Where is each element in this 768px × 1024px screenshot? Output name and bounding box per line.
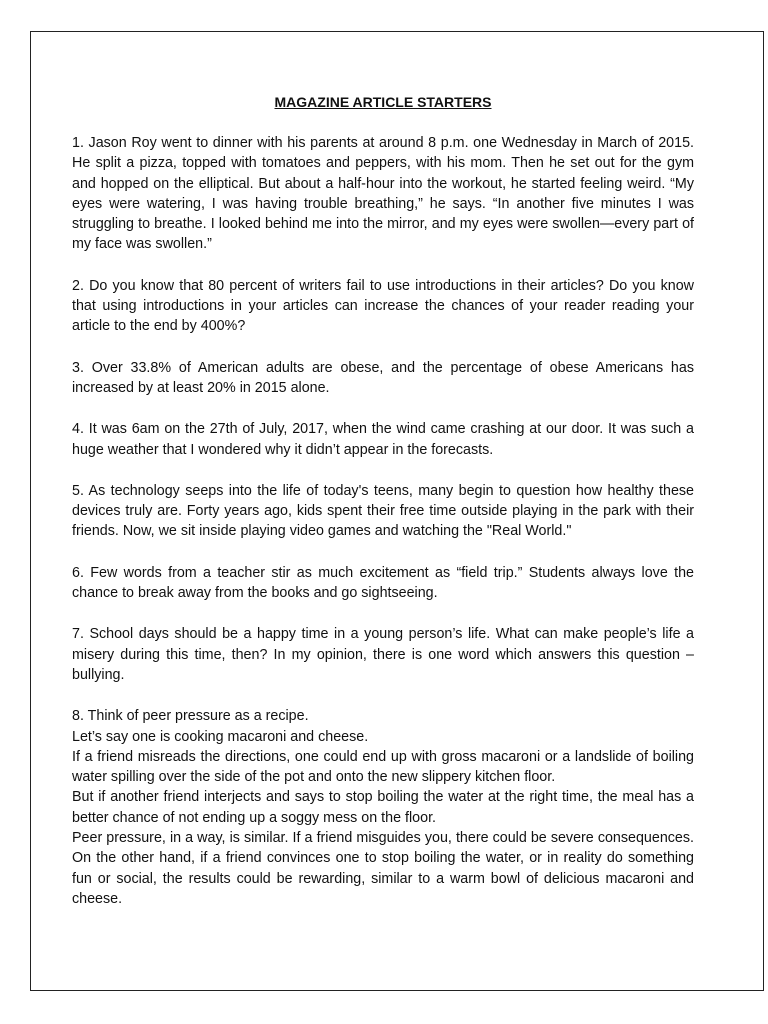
paragraph-2: 2. Do you know that 80 percent of writers fail to use introductions in their articles? Do you know that using introductions in your articles can increase the chances of your reader reading your article to the end by 400%? — [72, 277, 694, 335]
paragraph-8 — [72, 706, 694, 909]
paragraph-8-line: Peer pressure, in a way, is similar. If a friend misguides you, there could be severe consequences. On the other hand, if a friend convinces one to stop boiling the water, or in reality do something fun or social, the results could be rewarding, similar to a warm bowl of delicious macaroni and cheese. — [72, 830, 694, 907]
paragraph-4: 4. It was 6am on the 27th of July, 2017, when the wind came crashing at our door. It was such a huge weather that I wondered why it didn’t appear in the forecasts. — [72, 421, 694, 458]
paragraph-7: 7. School days should be a happy time in a young person’s life. What can make people’s life a misery during this time, then? In my opinion, there is one word which answers this question – bullying. — [72, 626, 694, 683]
paragraph-5: 5. As technology seeps into the life of today's teens, many begin to question how healthy these devices truly are. Forty years ago, kids spent their free time outside playing in the park with their friends. Now, we sit inside playing video games and watching the "Real World." — [72, 482, 694, 540]
paragraph-8-line: But if another friend interjects and says to stop boiling the water at the right time, the meal has a better chance of not ending up a soggy mess on the floor. — [72, 789, 694, 826]
paragraph-8-line: If a friend misreads the directions, one could end up with gross macaroni or a landslide of boiling water spilling over the side of the pot and onto the new slippery kitchen floor. — [72, 748, 694, 786]
paragraph-8-line: 8. Think of peer pressure as a recipe. — [72, 708, 309, 725]
paragraph-1: 1. Jason Roy went to dinner with his parents at around 8 p.m. one Wednesday in March of 2015. He split a pizza, topped with tomatoes and peppers, with his mom. Then he set out for the gym and hopped on the elliptical. But about a half-hour into the workout, he started feeling weird. “My eyes were watering, I was having trouble breathing,” he says. “In another five minutes I was struggling to breathe. I looked behind me into the mirror, and my eyes were swollen—every part of my face was swollen.” — [72, 135, 694, 253]
document-body — [72, 92, 694, 930]
document-title: MAGAZINE ARTICLE STARTERS — [274, 94, 492, 110]
paragraph-3: 3. Over 33.8% of American adults are obese, and the percentage of obese Americans has increased by at least 20% in 2015 alone. — [72, 359, 694, 396]
paragraph-6: 6. Few words from a teacher stir as much excitement as “field trip.” Students always love the chance to break away from the books and go sightseeing. — [72, 564, 694, 602]
paragraph-8-line: Let’s say one is cooking macaroni and cheese. — [72, 728, 369, 745]
